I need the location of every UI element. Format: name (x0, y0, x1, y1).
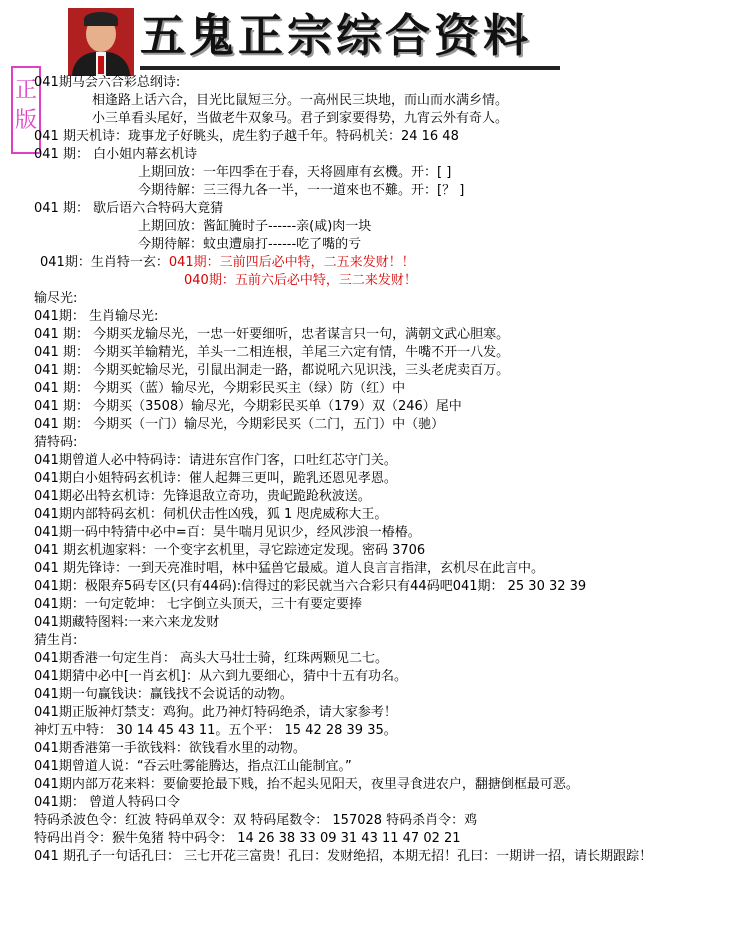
text-line: 041 期： 今期买（蓝）输尽光，今期彩民买主（绿）防（红）中 (34, 381, 406, 396)
text-line: 041期必出特玄机诗：先锋退敌立奇功，贵屺跪跄秋波送。 (34, 489, 371, 504)
section-heading: 猜特码: (34, 435, 78, 450)
text-line: 今期待解：三三得九各一半，一一道來也不難。开：[？ ] (138, 183, 465, 198)
text-line: 041期内部特码玄机：伺机伏击性凶残，狐 1 咫虎威称大王。 (34, 507, 388, 522)
text-line: 神灯五中特： 30 14 45 43 11。五个平： 15 42 28 39 35。 (34, 723, 397, 738)
text-line: 041期马会六合彩总纲诗: (34, 75, 181, 90)
text-line: 上期回放：酱缸腌时子------亲(咸)肉一块 (138, 219, 372, 234)
text-line: 041 期： 今期买羊输精光，羊头一二相连根，羊尾三六定有情，牛嘴不开一八发。 (34, 345, 510, 360)
text-line: 041 期： 白小姐内幕玄机诗 (34, 147, 198, 162)
text-line: 041期： 生肖输尽光: (34, 309, 159, 324)
text-line: 041期藏特图料:一来六来龙发财 (34, 615, 220, 630)
highlight-text: 041期：三前四后必中特，二五来发财！！ (168, 255, 415, 270)
text-line: 041 期天机诗：珑事龙子好眺头，虎生豹子越千年。特码机关：24 16 48 (34, 129, 459, 144)
text-line: 041期一句赢钱诀：赢钱找不会说话的动物。 (34, 687, 293, 702)
section-heading: 输尽光: (34, 291, 78, 306)
page-title: 五鬼正宗综合资料 (140, 9, 533, 62)
text-line: 041 期： 今期买龙输尽光，一忠一奸要细听，忠者谋言只一句，满朝文武心胆寒。 (34, 327, 510, 342)
text-line: 041期白小姐特码玄机诗：催人起舞三更叫，跪乳还恩见孝恩。 (34, 471, 397, 486)
text-line: 特码出肖令：猴牛兔猪 特中码令： 14 26 38 33 09 31 43 11 47 02 21 (34, 831, 461, 846)
avatar (68, 8, 134, 76)
authentic-stamp: 正版 (11, 66, 41, 154)
text-line: 041 期： 歇后语六合特码大竟猜 (34, 201, 224, 216)
text-line: 041期香港一句定生肖： 高头大马壮士骑，红珠两颗见二七。 (34, 651, 388, 666)
text-line: 相逢路上话六合，目光比鼠短三分。一高州民三块地，而山而水满乡情。 (92, 93, 509, 108)
section-heading: 猜生肖: (34, 633, 78, 648)
text-line: 041期：一句定乾坤： 七字倒立头顶天，三十有要定要捧 (34, 597, 362, 612)
text-line (34, 254, 740, 272)
text-line: 041期香港第一手欲钱料：欲钱看水里的动物。 (34, 741, 306, 756)
text-line: 041期曾道人必中特码诗：请进东宫作门客，口吐红芯守门关。 (34, 453, 397, 468)
text-line: 今期待解：蚊虫遭扇打------吃了嘴的亏 (138, 237, 362, 252)
text-line: 特码杀波色令：红波 特码单双令：双 特码尾数令： 157028 特码杀肖令：鸡 (34, 813, 478, 828)
highlight-text: 040期：五前六后必中特，三二来发财！ (184, 273, 417, 288)
text-line: 041期内部万花来料：要偷要抢最下贱，抬不起头见阳天，夜里寻食进农户，翻搪倒框最可恶。 (34, 777, 579, 792)
title-underline (140, 66, 560, 70)
text-line: 041 期： 今期买（3508）输尽光，今期彩民买单（179）双（246）尾中 (34, 399, 462, 414)
text-line: 041期：极限弃5码专区(只有44码):信得过的彩民就当六合彩只有44码吧041期： 25 30 32 39 (34, 579, 587, 594)
text-line: 041期猜中必中[一肖玄机]：从六到九要细心，猜中十五有功名。 (34, 669, 407, 684)
text-line: 041期正版神灯禁支：鸡狗。此乃神灯特码绝杀，请大家参考！ (34, 705, 397, 720)
text-line: 041 期先锋诗：一到天亮准时唱，林中猛兽它最威。道人良言言指津，玄机尽在此言中。 (34, 561, 544, 576)
text-label: 041期：生肖特一玄： (40, 255, 169, 270)
text-line: 上期回放：一年四季在于春，天将圆庫有玄機。开：[ ] (138, 165, 452, 180)
text-line: 041期： 曾道人特码口令 (34, 795, 180, 810)
header (0, 0, 744, 78)
text-line: 小三单看头尾好，当做老牛双象马。君子到家要得势，九宵云外有奇人。 (92, 111, 509, 126)
text-line: 041 期： 今期买蛇输尽光，引鼠出洞走一路，都说吼六见识浅，三头老虎卖百万。 (34, 363, 510, 378)
text-line: 041期曾道人说：“吞云吐雾能腾达，指点江山能制宜。” (34, 759, 352, 774)
text-line: 041 期： 今期买（一门）输尽光，今期彩民买（二门，五门）中（驰） (34, 417, 445, 432)
content (34, 74, 740, 866)
text-line: 041 期孔子一句话孔曰： 三七开花三富贵！孔曰：发财绝招，本期无招！孔曰：一期讲一招，请长期跟踪！ (34, 849, 653, 864)
text-line: 041 期玄机迦家料：一个变字玄机里，寻它踪迹定发现。密码 3706 (34, 543, 426, 558)
text-line: 041期一码中特猜中必中=百：昊牛喘月见识少，经风涉浪一椿椿。 (34, 525, 421, 540)
